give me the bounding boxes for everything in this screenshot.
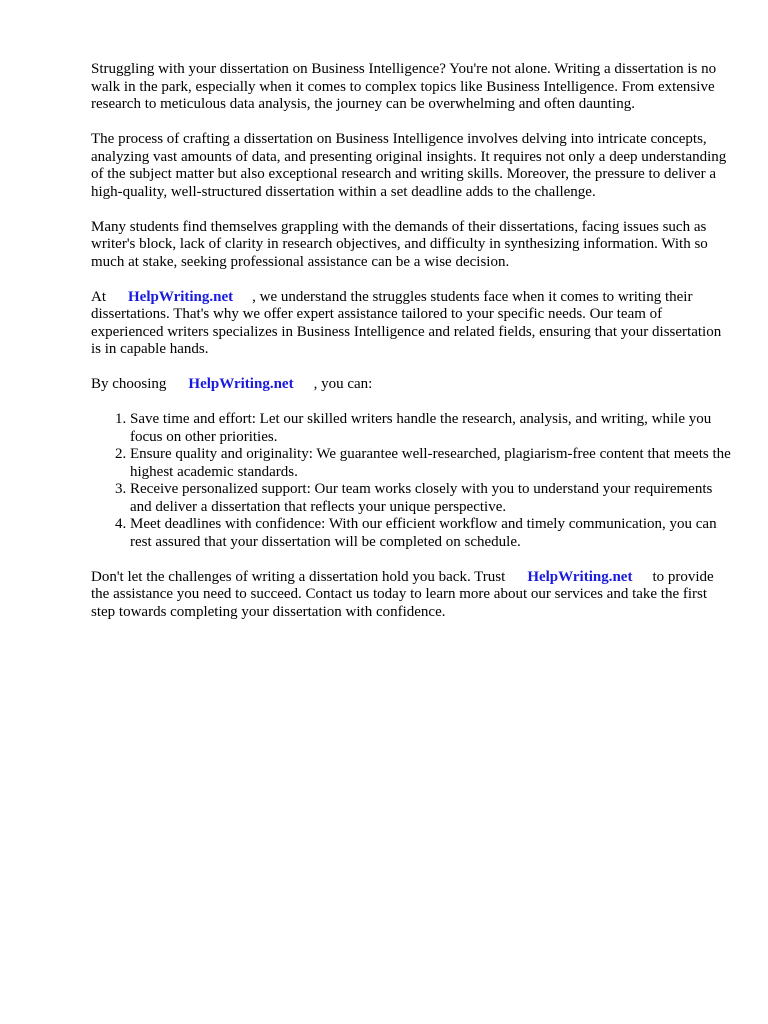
benefits-intro-paragraph	[91, 376, 731, 394]
helpwriting-link[interactable]: HelpWriting.net	[188, 376, 294, 392]
benefits-intro-tail: , you can:	[313, 376, 373, 392]
list-item: 1. Save time and effort: Let our skilled writers handle the research, analysis, and writing, while you focus on other priorities.	[130, 411, 731, 446]
list-item: 2. Ensure quality and originality: We guarantee well-researched, plagiarism-free content that meets the highest academic standards.	[130, 446, 731, 481]
offer-paragraph-lead: At	[91, 288, 106, 305]
intro-paragraph: Struggling with your dissertation on Business Intelligence? You're not alone. Writing a dissertation is no walk in the park, especially when it comes to complex topics like Business Intelligence. From extensive research to meticulous data analysis, the journey can be overwhelming and often daunting.	[91, 61, 717, 112]
offer-paragraph-body: , we understand the struggles students face when it comes to writing their dissertations. That's why we offer expert assistance tailored to your specific needs. Our team of experienced writers specializes in Business Intelligence and related fields, ensuring that your dissertation is in capable hands.	[91, 288, 722, 357]
list-item: 3. Receive personalized support: Our team works closely with you to understand your requirements and deliver a dissertation that reflects your unique perspective.	[130, 481, 731, 516]
benefits-intro-lead: By choosing	[91, 376, 167, 392]
helpwriting-link[interactable]: HelpWriting.net	[527, 568, 633, 585]
benefits-list	[91, 411, 731, 551]
offer-paragraph	[91, 289, 731, 359]
closing-paragraph	[91, 569, 731, 622]
challenges-paragraph: Many students find themselves grappling with the demands of their dissertations, facing issues such as writer's block, lack of clarity in research objectives, and difficulty in synthesizing information. With so much at stake, seeking professional assistance can be a wise decision.	[91, 218, 708, 270]
closing-paragraph-lead: Don't let the challenges of writing a dissertation hold you back. Trust	[91, 568, 506, 585]
closing-paragraph-body: to provide the assistance you need to succeed. Contact us today to learn more about our services and take the first step towards completing your dissertation with confidence.	[91, 568, 714, 620]
document-page	[91, 61, 731, 639]
list-item: 4. Meet deadlines with confidence: With our efficient workflow and timely communication, you can rest assured that your dissertation will be completed on schedule.	[130, 516, 731, 551]
process-paragraph: The process of crafting a dissertation on Business Intelligence involves delving into intricate concepts, analyzing vast amounts of data, and presenting original insights. It requires not only a deep understanding of the subject matter but also exceptional research and writing skills. Moreover, the pressure to deliver a high-quality, well-structured dissertation within a set deadline adds to the challenge.	[91, 131, 727, 200]
helpwriting-link[interactable]: HelpWriting.net	[128, 288, 234, 305]
